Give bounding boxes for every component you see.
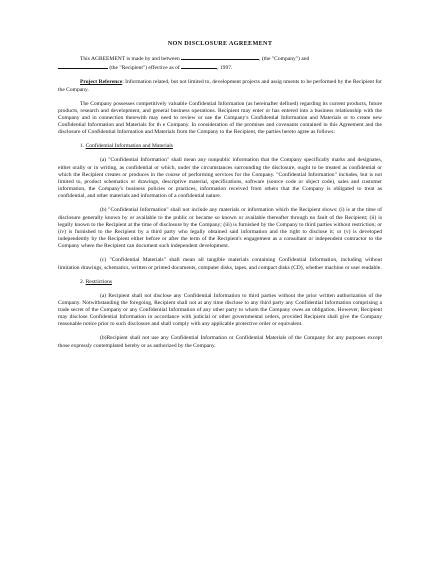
effective-date-blank[interactable] <box>181 63 217 69</box>
section-1-title: Confidential Information and Materials <box>85 143 173 150</box>
intro-text-c: (the "Recipient") effective as of <box>109 65 180 72</box>
section-2-b: (b)Recipient shall not use any Confidential Information or Confidential Materials of the Company for any purposes except those expressly contemplated hereby or as authorized by the Company. <box>58 335 382 349</box>
section-1-heading <box>80 143 382 150</box>
intro-text-a: This AGREEMENT is made by and between <box>80 56 180 63</box>
section-2-title: Restrictions <box>85 278 113 285</box>
preamble-paragraph: The Company possesses competitively valuable Confidential Information (as hereinafter defined) regarding its current products, future products, research and development, and general business operations. Recipient may enter or has entered into a business relationship with the Company and in connection therewith may need to review or use the Company's Confidential Information and Materials or to create new Confidential Information and Materials for th e Company. In consideration of the promises and covenants contained in this Agreement and the disclosure of Confidential Information and Materials from the Company to the Recipient, the parties hereto agree as follows: <box>58 100 382 136</box>
intro-line-1 <box>58 54 382 63</box>
section-1-c: (c) "Confidential Materials" shall mean all tangible materials containing Confidential Information, including without limitation drawings, schematics, written or printed documents, computer disks, tapes, and compact disks (CD), whether machine or user readable. <box>58 257 382 271</box>
intro-line-2 <box>58 63 382 72</box>
document-title: NON DISCLOSURE AGREEMENT <box>167 40 273 47</box>
project-reference-label: Project Reference <box>80 79 123 86</box>
project-reference <box>58 79 382 93</box>
company-name-blank[interactable] <box>181 54 259 60</box>
section-1-number: 1. <box>80 143 85 150</box>
section-2-a: (a) Recipient shall not disclose any Confidential Information to third parties without the prior written authorization of the Company. Notwithstanding the foregoing, Recipient shall not at any time disclose to any third party any Confidential Information comprising a trade secret of the Company or any Confidential Information of any other party to whom the Company owes an obligation. However, Recipient may disclose Confidential Information in accordance with judicial or other governmental orders, provided Recipient shall give the Company reasonable notice prior to such disclosure and shall comply with any applicable protective order or equivalent. <box>58 292 382 328</box>
intro-text-b: , (the "Company") and <box>259 56 310 63</box>
section-2-heading <box>80 279 382 286</box>
section-2-number: 2. <box>80 278 85 285</box>
project-reference-text: : Information related, but not limited to, development projects and assig nments to be performed by the Recipient for the Company. <box>58 79 382 93</box>
section-1-b: (b) "Confidential Information" shall not include any materials or information which the Recipient shows: (i) is at the time of disclosure generally known by or available to the public or became so known or available thereafter through no fault of the Recipient; (ii) is legally known to the Recipient at the time of disclosure by the Company; (iii) is furnished by the Company to third parties without restriction; or (iv) is furnished to the Recipient by a third party who legally obtained said information and the right to disclose it; or (v) is developed independently by the Recipient either before or after the term of the Recipient's engagement as a consultant or independent contractor to the Company where the Recipient can document such independent development. <box>58 207 382 250</box>
intro-text-d: , 1997. <box>217 65 233 72</box>
recipient-name-blank[interactable] <box>58 63 108 69</box>
section-1-a: (a) "Confidential Information" shall mean any nonpublic information that the Company specifically marks and designates, either orally or in writing, as confidential or which, under the circumstances surrounding the disclosure, ought to be treated as confidential or which the Recipient creates or produces in the course of performing services for the Company. "Confidential Information" includes, but is not limited to, product schematics or drawings, descriptive material, specifications, software (source code or object code), sales and customer information, the Company's business policies or practices, information received from others that the Company is obligated to treat as confidential, and other materials and information of a confidential nature. <box>58 157 382 200</box>
